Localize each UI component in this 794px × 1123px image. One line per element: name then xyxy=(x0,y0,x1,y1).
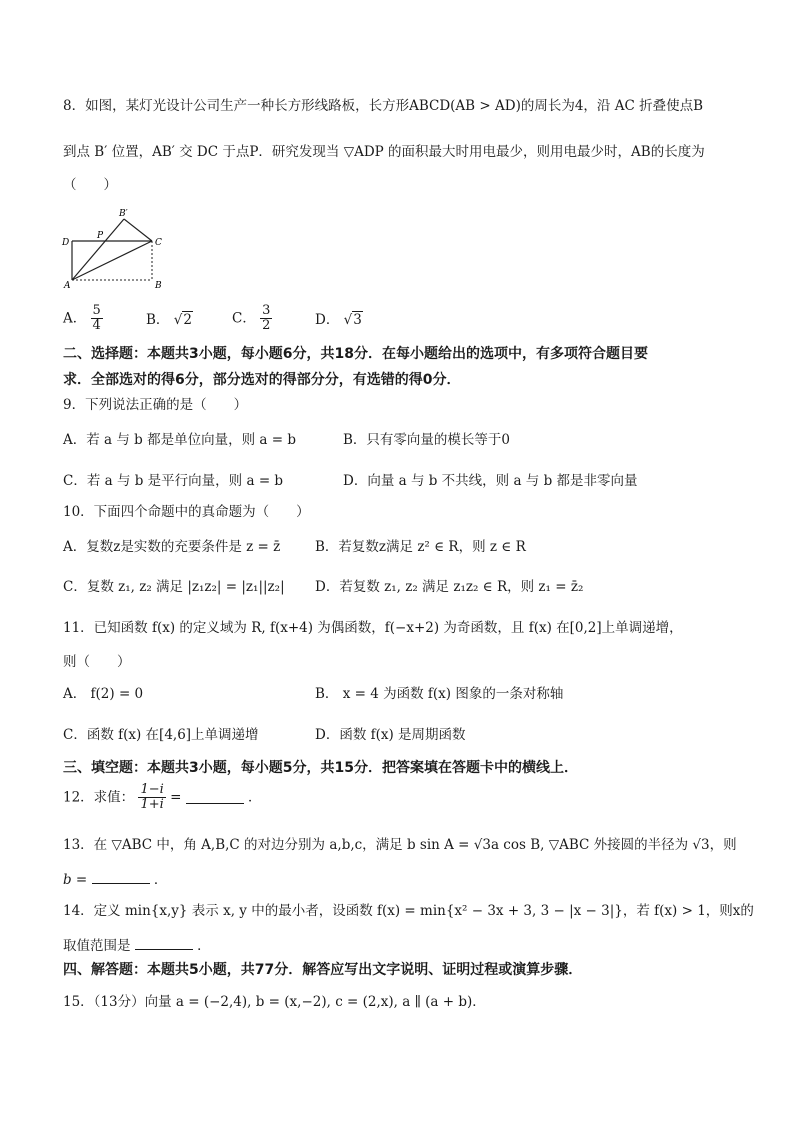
q8-option-a-label: A． xyxy=(63,310,87,327)
fig-label-a: A xyxy=(64,281,71,290)
q11-option-b: B． x = 4 为函数 f(x) 图象的一条对称轴 xyxy=(315,686,564,702)
q11-option-c: C．函数 f(x) 在[4,6]上单调递增 xyxy=(63,727,259,743)
q8-option-a-numerator: 5 xyxy=(92,303,101,318)
section3-heading: 三、填空题：本题共3小题，每小题5分，共15分．把答案填在答题卡中的横线上． xyxy=(63,760,578,776)
section2-heading-line1: 二、选择题：本题共3小题，每小题6分，共18分．在每小题给出的选项中，有多项符合题目要 xyxy=(63,346,648,362)
q14-line2-prefix: 取值范围是 xyxy=(63,938,131,954)
q8-option-b xyxy=(146,312,193,328)
fig-label-p: P xyxy=(97,231,104,241)
q13-line1: 13．在 ▽ABC 中，角 A,B,C 的对边分别为 a,b,c，满足 b sin A = √3a cos B, ▽ABC 外接圆的半径为 √3，则 xyxy=(63,837,737,853)
q11-option-a: A． f(2) = 0 xyxy=(63,686,144,702)
q10-option-a: A．复数z是实数的充要条件是 z = z̄ xyxy=(63,539,281,555)
section4-heading: 四、解答题：本题共5小题，共77分．解答应写出文字说明、证明过程或演算步骤． xyxy=(63,962,583,978)
q15-line1: 15．（13分）向量 a = (−2,4), b = (x,−2), c = (2,x), a ∥ (a + b)． xyxy=(63,994,486,1010)
q8-option-a-fraction xyxy=(91,304,103,334)
q14-answer-blank[interactable] xyxy=(135,937,193,950)
q10-option-b: B．若复数z满足 z² ∈ R，则 z ∈ R xyxy=(315,539,526,555)
q9-option-a: A．若 a 与 b 都是单位向量，则 a = b xyxy=(63,432,296,448)
q13-answer-blank[interactable] xyxy=(92,871,150,884)
q8-option-c-denominator: 2 xyxy=(262,318,271,334)
q8-option-b-sqrt: √2 xyxy=(173,312,192,328)
fig-label-d: D xyxy=(62,238,70,248)
q9-option-d: D．向量 a 与 b 不共线，则 a 与 b 都是非零向量 xyxy=(343,473,638,489)
q8-option-a xyxy=(63,304,103,334)
q14-line2-end: ． xyxy=(197,938,211,954)
q12-answer-blank[interactable] xyxy=(186,791,244,804)
fig-line-ab-prime xyxy=(72,219,124,280)
q8-line1: 8．如图，某灯光设计公司生产一种长方形线路板，长方形ABCD(AB > AD)的周长为4，沿 AC 折叠使点B xyxy=(63,98,704,114)
fig-diagonal-ac xyxy=(72,241,152,280)
q8-option-d-sqrt: √3 xyxy=(343,312,362,328)
fig-line-b-prime-c xyxy=(124,219,152,241)
q9-stem: 9．下列说法正确的是（ ） xyxy=(63,397,248,413)
q11-line1: 11．已知函数 f(x) 的定义域为 R, f(x+4) 为偶函数，f(−x+2) 为奇函数，且 f(x) 在[0,2]上单调递增， xyxy=(63,620,683,636)
q8-option-d-label: D． xyxy=(315,312,340,328)
q10-option-c: C．复数 z₁, z₂ 满足 |z₁z₂| = |z₁||z₂| xyxy=(63,579,285,595)
q8-option-c-label: C． xyxy=(232,310,256,327)
q8-option-b-radicand: 2 xyxy=(183,312,192,328)
q9-option-c: C．若 a 与 b 是平行向量，则 a = b xyxy=(63,473,284,489)
q12-fraction xyxy=(138,783,165,813)
q8-line2: 到点 B′ 位置，AB′ 交 DC 于点P．研究发现当 ▽ADP 的面积最大时用电最少，则用电最少时，AB的长度为 xyxy=(63,144,705,160)
q13-line2 xyxy=(63,871,167,888)
fig-label-b-prime: B′ xyxy=(119,209,128,219)
q12-denominator: 1+i xyxy=(140,797,164,813)
q8-option-c-numerator: 3 xyxy=(262,303,271,318)
q14-line1: 14．定义 min{x,y} 表示 x, y 中的最小者，设函数 f(x) = min{x² − 3x + 3, 3 − |x − 3|}，若 f(x) > 1，则x的 xyxy=(63,903,754,919)
q8-figure xyxy=(60,205,170,290)
q8-option-d xyxy=(315,312,363,328)
q12-line xyxy=(63,783,262,813)
q8-option-a-denominator: 4 xyxy=(92,318,101,334)
q12-equals: = xyxy=(170,789,182,806)
q13-line2-end: ． xyxy=(153,872,168,888)
q12-end: ． xyxy=(248,789,262,806)
q13-line2-prefix: b = xyxy=(63,872,88,888)
q14-line2 xyxy=(63,937,211,954)
q8-option-d-radicand: 3 xyxy=(353,312,362,328)
q10-stem: 10．下面四个命题中的真命题为（ ） xyxy=(63,504,310,520)
fig-label-c: C xyxy=(155,238,162,248)
q11-line2: 则（ ） xyxy=(63,654,131,670)
q9-option-b: B．只有零向量的模长等于0 xyxy=(343,432,511,448)
q12-numerator: 1−i xyxy=(140,782,164,797)
q8-option-c-fraction xyxy=(260,304,272,334)
q12-prefix: 12．求值： xyxy=(63,789,135,806)
fig-label-b: B xyxy=(155,281,162,290)
q8-option-b-label: B． xyxy=(146,312,170,328)
q10-option-d: D．若复数 z₁, z₂ 满足 z₁z₂ ∈ R，则 z₁ = z̄₂ xyxy=(315,579,584,595)
q8-option-c xyxy=(232,304,272,334)
q11-option-d: D．函数 f(x) 是周期函数 xyxy=(315,727,466,743)
section2-heading-line2: 求．全部选对的得6分，部分选对的得部分分，有选错的得0分． xyxy=(63,372,461,388)
q8-line3: （ ） xyxy=(63,177,117,193)
